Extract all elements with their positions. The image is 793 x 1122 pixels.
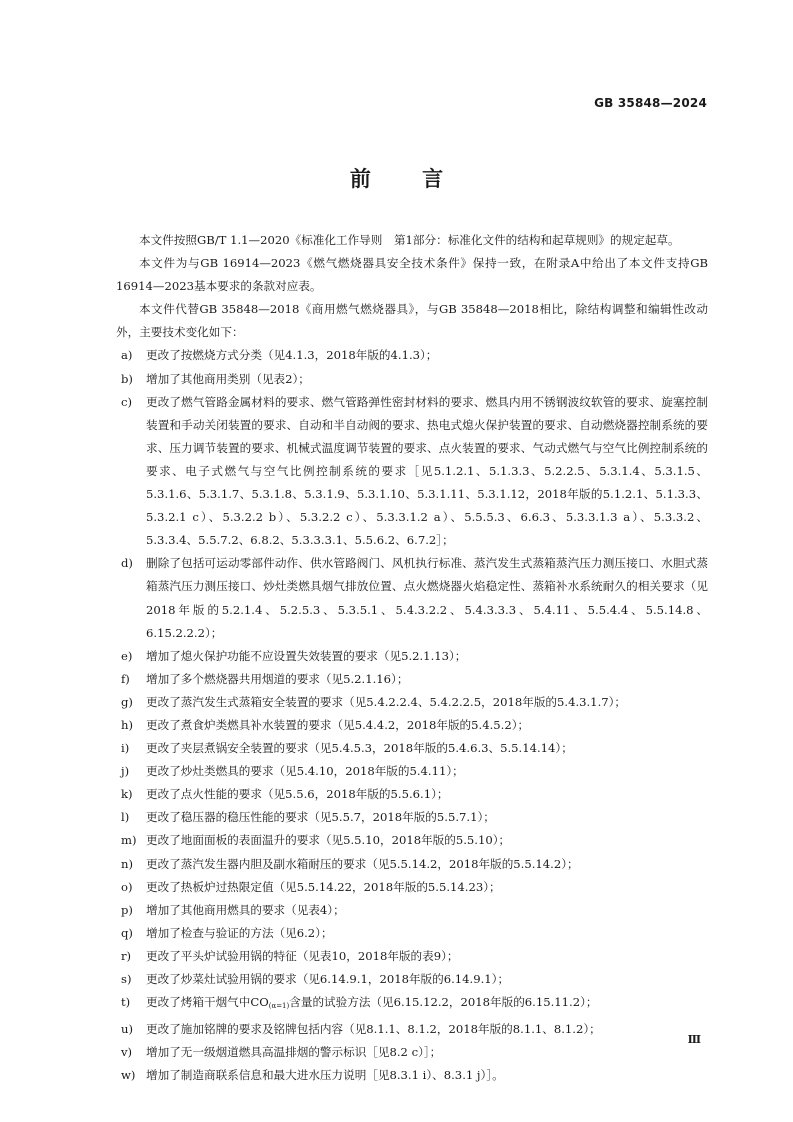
item-marker: a) <box>121 348 133 363</box>
paragraph-consistency: 本文件为与GB 16914—2023《燃气燃烧器具安全技术条件》保持一致，在附录A中给出了本文件支持GB 16914—2023基本要求的条款对应表。 <box>116 256 708 294</box>
list-item <box>116 853 708 876</box>
item-text: 增加了熄火保护功能不应设置失效装置的要求（见5.2.1.13）； <box>146 648 467 663</box>
list-item <box>116 391 708 553</box>
item-text: 更改了燃气管路金属材料的要求、燃气管路弹性密封材料的要求、燃具内用不锈钢波纹软管的要求、旋塞控制装置和手动关闭装置的要求、自动和半自动阀的要求、热电式熄火保护装置的要求、自动燃烧器控制系统的要求、压力调节装置的要求、机械式温度调节装置的要求、点火装置的要求、气动式燃气与空气比例控制系统的要求、电子式燃气与空气比例控制系统的要求［见5.1.2.1、5.1.3.3、5.2.2.5、5.3.1.4、5.3.1.5、5.3.1.6、5.3.1.7、5.3.1.8、5.3.1.9、5.3.1.10、5.3.1.11、5.3.1.12，2018年版的5.1.2.1、5.1.3.3、5.3.2.1 c）、5.3.2.2 b）、5.3.2.2 c）、5.3.3.1.2 a）、5.5.5.3、6.6.3、5.3.3.1.3 a）、5.3.3.2、5.3.3.4、5.5.7.2、6.8.2、5.3.3.3.1、5.5.6.2、6.7.2］； <box>146 394 708 548</box>
item-marker: p) <box>121 902 133 917</box>
item-marker: m) <box>121 833 137 848</box>
item-text: 更改了稳压器的稳压性能的要求（见5.5.7，2018年版的5.5.7.1）； <box>146 810 495 825</box>
item-marker: v) <box>121 1045 133 1060</box>
item-text: 更改了地面面板的表面温升的要求（见5.5.10，2018年版的5.5.10）； <box>146 833 511 848</box>
item-marker: e) <box>121 648 133 663</box>
item-text: 增加了其他商用燃具的要求（见表4）； <box>146 902 345 917</box>
page-number: Ⅲ <box>687 1033 701 1046</box>
list-item <box>116 876 708 899</box>
item-text-pre: 更改了烤箱干烟气中CO <box>146 995 269 1010</box>
item-marker: c) <box>121 394 133 409</box>
item-text: 更改了煮食炉类燃具补水装置的要求（见5.4.4.2，2018年版的5.4.5.2）； <box>146 717 530 732</box>
item-text: 更改了炒灶类燃具的要求（见5.4.10，2018年版的5.4.11）； <box>146 764 464 779</box>
item-text: 更改了炒菜灶试验用锅的要求（见6.14.9.1，2018年版的6.14.9.1）； <box>146 972 510 986</box>
item-text: 增加了制造商联系信息和最大进水压力说明［见8.3.1 i）、8.3.1 j）］。 <box>146 1068 504 1083</box>
list-item <box>116 1064 708 1087</box>
list-item <box>116 829 708 852</box>
list-item <box>116 645 708 668</box>
item-marker: l) <box>121 810 130 825</box>
item-marker: h) <box>121 717 133 732</box>
item-marker: s) <box>121 972 132 986</box>
item-marker: d) <box>121 556 133 571</box>
item-marker: g) <box>121 694 133 709</box>
page-title: 前 言 <box>349 167 466 191</box>
standard-code: GB 35848—2024 <box>594 96 707 110</box>
item-text: 增加了检查与验证的方法（见6.2）； <box>146 925 333 940</box>
list-item <box>116 899 708 922</box>
item-marker: b) <box>121 371 133 386</box>
list-item <box>116 783 708 806</box>
list-item <box>116 1041 708 1064</box>
list-item <box>116 922 708 945</box>
item-text: 更改了热板炉过热限定值（见5.5.14.22，2018年版的5.5.14.23）； <box>146 879 501 894</box>
list-item <box>116 344 708 367</box>
list-item <box>116 945 708 968</box>
document-body <box>116 229 708 1087</box>
item-marker: u) <box>121 1022 133 1037</box>
item-text: 更改了平头炉试验用锅的特征（见表10，2018年版的表9）； <box>146 948 459 963</box>
paragraph-drafting-rules: 本文件按照GB/T 1.1—2020《标准化工作导则 第1部分：标准化文件的结构和起草规则》的规定起草。 <box>139 233 680 247</box>
list-item <box>116 1018 708 1041</box>
item-marker: i) <box>121 741 130 756</box>
item-text <box>146 991 708 1018</box>
list-item <box>116 737 708 760</box>
item-text: 更改了蒸汽发生式蒸箱安全装置的要求（见5.4.2.2.4、5.4.2.2.5，2018年版的5.4.3.1.7）； <box>146 694 627 709</box>
item-text-post: 含量的试验方法（见6.15.12.2，2018年版的6.15.11.2）； <box>289 995 598 1010</box>
list-item <box>116 968 708 991</box>
item-text: 增加了多个燃烧器共用烟道的要求（见5.2.1.16）； <box>146 671 409 686</box>
item-marker: o) <box>121 879 133 894</box>
list-item <box>116 691 708 714</box>
co-subscript: (α=1) <box>268 1002 290 1011</box>
list-item <box>116 552 708 644</box>
item-marker: r) <box>121 948 132 963</box>
list-item <box>116 368 708 391</box>
item-marker: t) <box>121 995 131 1010</box>
item-text: 删除了包括可运动零部件动作、供水管路阀门、风机执行标准、蒸汽发生式蒸箱蒸汽压力测压接口、水胆式蒸箱蒸汽压力测压接口、炒灶类燃具烟气排放位置、点火燃烧器火焰稳定性、蒸箱补水系统耐久的相关要求（见2018年版的5.2.1.4、5.2.5.3、5.3.5.1、5.4.3.2.2、5.4.3.3.3、5.4.11、5.5.4.4、5.5.14.8、6.15.2.2.2）； <box>146 556 708 640</box>
item-marker: j) <box>121 764 130 779</box>
paragraph-replacement: 本文件代替GB 35848—2018《商用燃气燃烧器具》，与GB 35848—2018相比，除结构调整和编辑性改动外，主要技术变化如下： <box>116 302 708 340</box>
item-marker: q) <box>121 925 133 940</box>
item-text: 更改了按燃烧方式分类（见4.1.3，2018年版的4.1.3）； <box>146 348 438 363</box>
list-item <box>116 714 708 737</box>
list-item <box>116 760 708 783</box>
list-item <box>116 806 708 829</box>
item-marker: w) <box>121 1068 136 1083</box>
item-text: 增加了其他商用类别（见表2）； <box>146 371 310 386</box>
item-text: 更改了点火性能的要求（见5.5.6，2018年版的5.5.6.1）； <box>146 787 449 802</box>
list-item <box>116 991 708 1018</box>
list-item <box>116 668 708 691</box>
technical-changes-list <box>116 344 708 1087</box>
item-text: 更改了蒸汽发生器内胆及副水箱耐压的要求（见5.5.14.2，2018年版的5.5.14.2）； <box>146 856 579 871</box>
item-marker: f) <box>121 671 130 686</box>
item-text: 更改了施加铭牌的要求及铭牌包括内容（见8.1.1、8.1.2，2018年版的8.1.1、8.1.2）； <box>146 1022 601 1037</box>
item-text: 增加了无一级烟道燃具高温排烟的警示标识［见8.2 c）］； <box>146 1045 442 1060</box>
item-marker: n) <box>121 856 133 871</box>
item-marker: k) <box>121 787 133 802</box>
item-text: 更改了夹层煮锅安全装置的要求（见5.4.5.3，2018年版的5.4.6.3、5.5.14.14）； <box>146 741 573 756</box>
